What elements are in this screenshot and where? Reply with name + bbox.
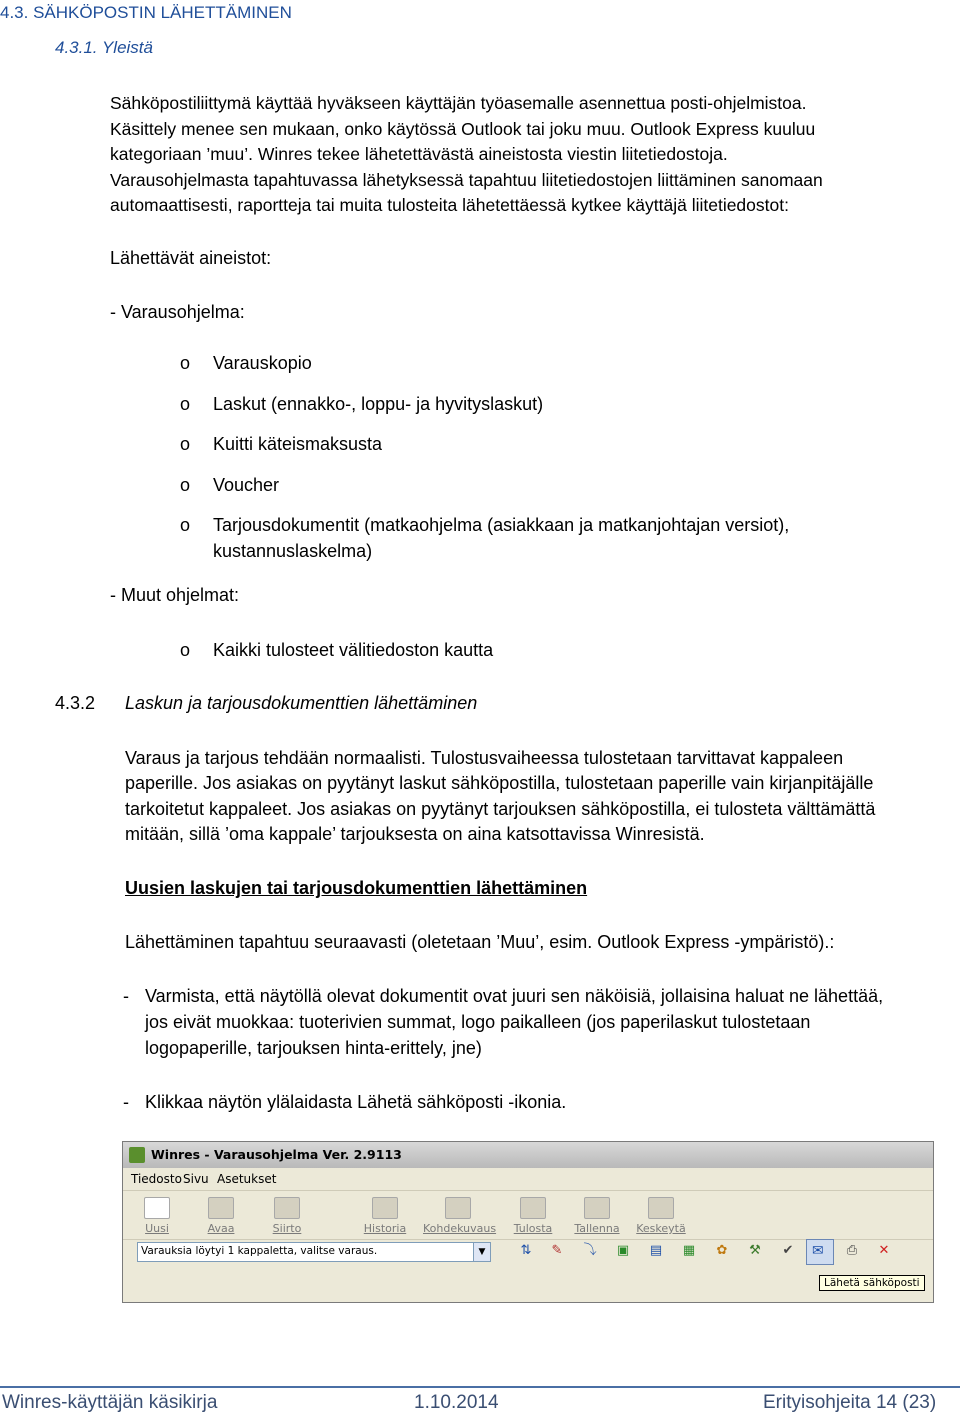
section-heading: 4.3. SÄHKÖPOSTIN LÄHETTÄMINEN [0,3,292,22]
sendables-title: Lähettävät aineistot: [110,248,272,268]
group-title-muut: - Muut ohjelmat: [110,585,240,605]
step-dash: - [123,1092,129,1112]
step-dash: - [123,986,129,1006]
para-line: Varaus ja tarjous tehdään normaalisti. Tulostusvaiheessa tulostetaan tarvittavat kappaleen [125,748,844,768]
list-item: Varauskopio [213,353,312,373]
people-icon[interactable]: ✿ [716,1243,728,1258]
list-bullet: o [180,515,191,535]
list-bullet: o [180,475,191,495]
step-line: Varmista, että näytöllä olevat dokumentit ovat juuri sen näköisiä, jollaisina haluat ne lähettää, [145,986,884,1006]
toolbar-button-kohdekuvaus[interactable]: Kohdekuvaus [423,1193,493,1237]
footer-divider [0,1386,960,1388]
para-line: tarkoitetut kappaleet. Jos asiakas on pyytänyt tarjouksen sähköpostilla, ei tulosteta välttämättä [125,799,876,819]
calendar-icon[interactable]: ▦ [682,1243,696,1258]
tooltip: Lähetä sähköposti [819,1275,925,1291]
para-line: mitään, sillä ’oma kappale’ tarjouksesta on aina katsottavissa Winresistä. [125,824,705,844]
toolbar-button-uusi[interactable]: Uusi [131,1193,183,1237]
save-icon [584,1197,610,1219]
how-line: Lähettäminen tapahtuu seuraavasti (oletetaan ’Muu’, esim. Outlook Express -ympäristö).: [125,932,835,952]
window-title: Winres - Varausohjelma Ver. 2.9113 [151,1147,402,1162]
window-titlebar [123,1142,933,1168]
intro-line: Sähköpostiliittymä käyttää hyväkseen käyttäjän työasemalle asennettua posti-ohjelmistoa. [110,93,807,113]
booking-select[interactable] [137,1242,491,1262]
intro-line: automaattisesti, raportteja tai muita tulosteita lähetettäessä kytkee käyttäjä liitetiedostot: [110,195,789,215]
toolbar-button-keskeyta[interactable]: Keskeytä [635,1193,687,1237]
menu-item-asetukset[interactable]: Asetukset [217,1172,277,1186]
section-number: 4.3.2 [55,693,96,713]
history-icon [372,1197,398,1219]
step-line: jos eivät muokkaa: tuoterivien summat, logo paikalleen (jos paperilaskut tulostetaan [145,1012,811,1032]
toolbar-button-historia[interactable]: Historia [359,1193,411,1237]
toolbar [123,1191,933,1239]
menu-item-tiedosto[interactable]: Tiedosto [131,1172,182,1186]
list-bullet: o [180,640,191,660]
new-icon [144,1197,170,1219]
booking-select-value: Varauksia löytyi 1 kappaletta, valitse varaus. [141,1245,378,1257]
toolbar-button-tallenna[interactable]: Tallenna [571,1193,623,1237]
step-line: logopaperille, tarjouksen hinta-erittely, jne) [145,1038,482,1058]
para-line: paperille. Jos asiakas on pyytänyt laskut sähköpostilla, tulostetaan paperille vain kirjanpitäjälle [125,773,874,793]
section-title: Laskun ja tarjousdokumenttien lähettäminen [125,693,478,713]
footer-date: 1.10.2014 [414,1392,499,1413]
send-email-button[interactable] [806,1239,834,1265]
excel-icon[interactable]: ▣ [616,1243,630,1258]
cancel-icon [648,1197,674,1219]
edit-icon[interactable]: ✎ [551,1243,563,1258]
open-icon [208,1197,234,1219]
transfer-icon [274,1197,300,1219]
tools-icon[interactable]: ⚒ [749,1243,761,1258]
close-icon[interactable]: ✕ [878,1243,890,1258]
toolbar-button-avaa[interactable]: Avaa [195,1193,247,1237]
step-line: Klikkaa näytön ylälaidasta Lähetä sähköposti -ikonia. [145,1092,567,1112]
list-item-continued: kustannuslaskelma) [213,541,373,561]
send-email-icon: ✉ [812,1243,824,1259]
printer-icon[interactable]: ⎙ [846,1243,858,1258]
subsection-heading: 4.3.1. Yleistä [55,38,153,57]
menubar [123,1168,933,1191]
intro-line: Varausohjelmasta tapahtuvassa lähetyksessä tapahtuu liitetiedostojen liittäminen sanomaan [110,170,823,190]
chevron-down-icon[interactable]: ▼ [473,1243,490,1261]
intro-line: kategoriaan ’muu’. Winres tekee lähetettävästä aineistosta viestin liitetiedostoja. [110,144,728,164]
list-bullet: o [180,394,191,414]
toolbar-button-tulosta[interactable]: Tulosta [507,1193,559,1237]
print-icon [520,1197,546,1219]
description-icon [445,1197,471,1219]
export-icon[interactable]: ⤵ [583,1243,597,1258]
list-bullet: o [180,434,191,454]
list-bullet: o [180,353,191,373]
list-item: Voucher [213,475,280,495]
toolbar-button-siirto[interactable]: Siirto [261,1193,313,1237]
list-item: Kaikki tulosteet välitiedoston kautta [213,640,494,660]
app-icon [129,1147,145,1163]
footer-left: Winres-käyttäjän käsikirja [2,1392,218,1413]
menu-item-sivu[interactable]: Sivu [183,1172,209,1186]
list-item: Tarjousdokumentit (matkaohjelma (asiakkaan ja matkanjohtajan versiot), [213,515,790,535]
app-screenshot [122,1141,934,1303]
footer-page: Erityisohjeita 14 (23) [763,1392,937,1413]
group-title-varausohjelma: - Varausohjelma: [110,302,245,322]
list-item: Kuitti käteismaksusta [213,434,383,454]
intro-line: Käsittely menee sen mukaan, onko käytössä Outlook tai joku muu. Outlook Express kuuluu [110,119,816,139]
sort-icon[interactable]: ⇅ [520,1243,532,1258]
subheading: Uusien laskujen tai tarjousdokumenttien lähettäminen [125,878,588,898]
check-icon[interactable]: ✔ [782,1243,794,1258]
document-icon[interactable]: ▤ [649,1243,663,1258]
list-item: Laskut (ennakko-, loppu- ja hyvityslaskut) [213,394,544,414]
